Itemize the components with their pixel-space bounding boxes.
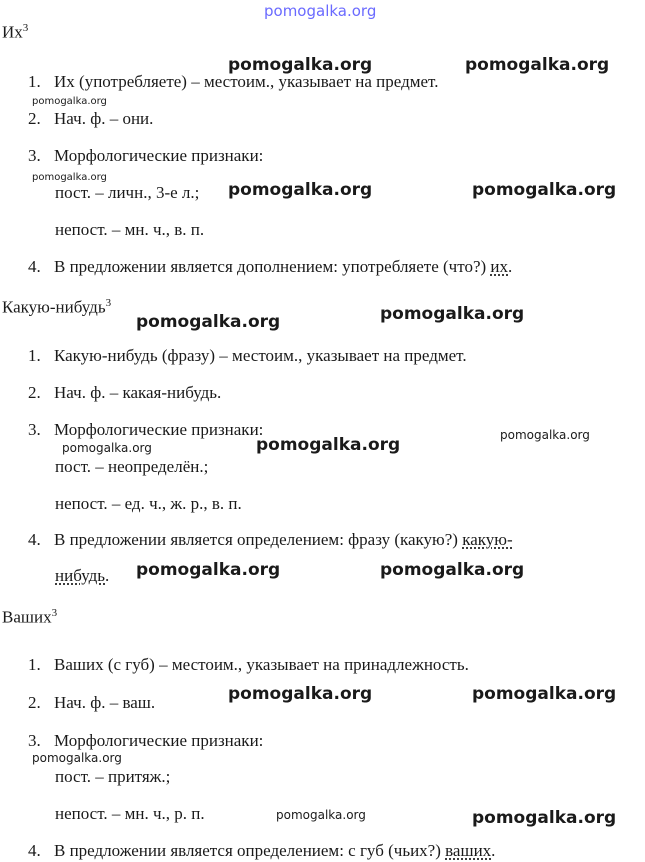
kakuyu-item-1: 1. Какую-нибудь (фразу) – местоим., указывает на предмет. xyxy=(28,346,467,365)
watermark: pomogalka.org xyxy=(380,560,525,580)
watermark: pomogalka.org xyxy=(256,435,401,455)
watermark: pomogalka.org xyxy=(32,96,107,107)
section-heading-kakuyu: Какую-нибудь$^3$ xyxy=(2,297,112,317)
ih-item-4: 4. В предложении является дополнением: употребляете (что?) их. xyxy=(28,257,513,276)
watermark: pomogalka.org xyxy=(228,180,373,200)
watermark: pomogalka.org xyxy=(465,55,610,75)
section-heading-ih: $Их^3$ xyxy=(2,22,29,42)
vashih-item-4: 4. В предложении является определением: с губ (чьих?) ваших. xyxy=(28,841,496,860)
watermark: pomogalka.org xyxy=(136,312,281,332)
watermark: pomogalka.org xyxy=(276,808,366,822)
watermark: pomogalka.org xyxy=(32,751,122,765)
vashih-nepost: непост. – мн. ч., р. п. xyxy=(55,804,205,823)
watermark: pomogalka.org xyxy=(136,560,281,580)
kakuyu-nepost: непост. – ед. ч., ж. р., в. п. xyxy=(55,494,242,513)
watermark: pomogalka.org xyxy=(228,684,373,704)
vashih-item-2: 2. Нач. ф. – ваш. xyxy=(28,693,156,712)
ih-item-1: 1. Их (употребляете) – местоим., указывает на предмет. xyxy=(28,72,439,91)
section-heading-vashih: Ваших$^3$ xyxy=(2,607,58,627)
kakuyu-item-4: 4. В предложении является определением: фразу (какую?) какую- xyxy=(28,530,513,549)
watermark: pomogalka.org xyxy=(472,808,617,828)
kakuyu-item-2: 2. Нач. ф. – какая-нибудь. xyxy=(28,383,222,402)
ih-item-3: 3. Морфологические признаки: xyxy=(28,146,264,165)
kakuyu-item-4-cont: нибудь. xyxy=(55,566,110,585)
watermark: pomogalka.org xyxy=(472,180,617,200)
ih-post: пост. – личн., 3-е л.; xyxy=(55,183,200,202)
watermark: pomogalka.org xyxy=(228,55,373,75)
vashih-post: пост. – притяж.; xyxy=(55,767,171,786)
vashih-item-3: 3. Морфологические признаки: xyxy=(28,731,264,750)
vashih-item-1: 1. Ваших (с губ) – местоим., указывает на принадлежность. xyxy=(28,655,469,674)
ih-item-2: 2. Нач. ф. – они. xyxy=(28,109,154,128)
kakuyu-post: пост. – неопределён.; xyxy=(55,457,209,476)
watermark: pomogalka.org xyxy=(500,428,590,442)
ih-nepost: непост. – мн. ч., в. п. xyxy=(55,220,205,239)
watermark: pomogalka.org xyxy=(472,684,617,704)
kakuyu-item-3: 3. Морфологические признаки: xyxy=(28,420,264,439)
watermark: pomogalka.org xyxy=(62,441,152,455)
watermark: pomogalka.org xyxy=(32,172,107,183)
watermark-top: pomogalka.org xyxy=(264,2,377,20)
watermark: pomogalka.org xyxy=(380,304,525,324)
